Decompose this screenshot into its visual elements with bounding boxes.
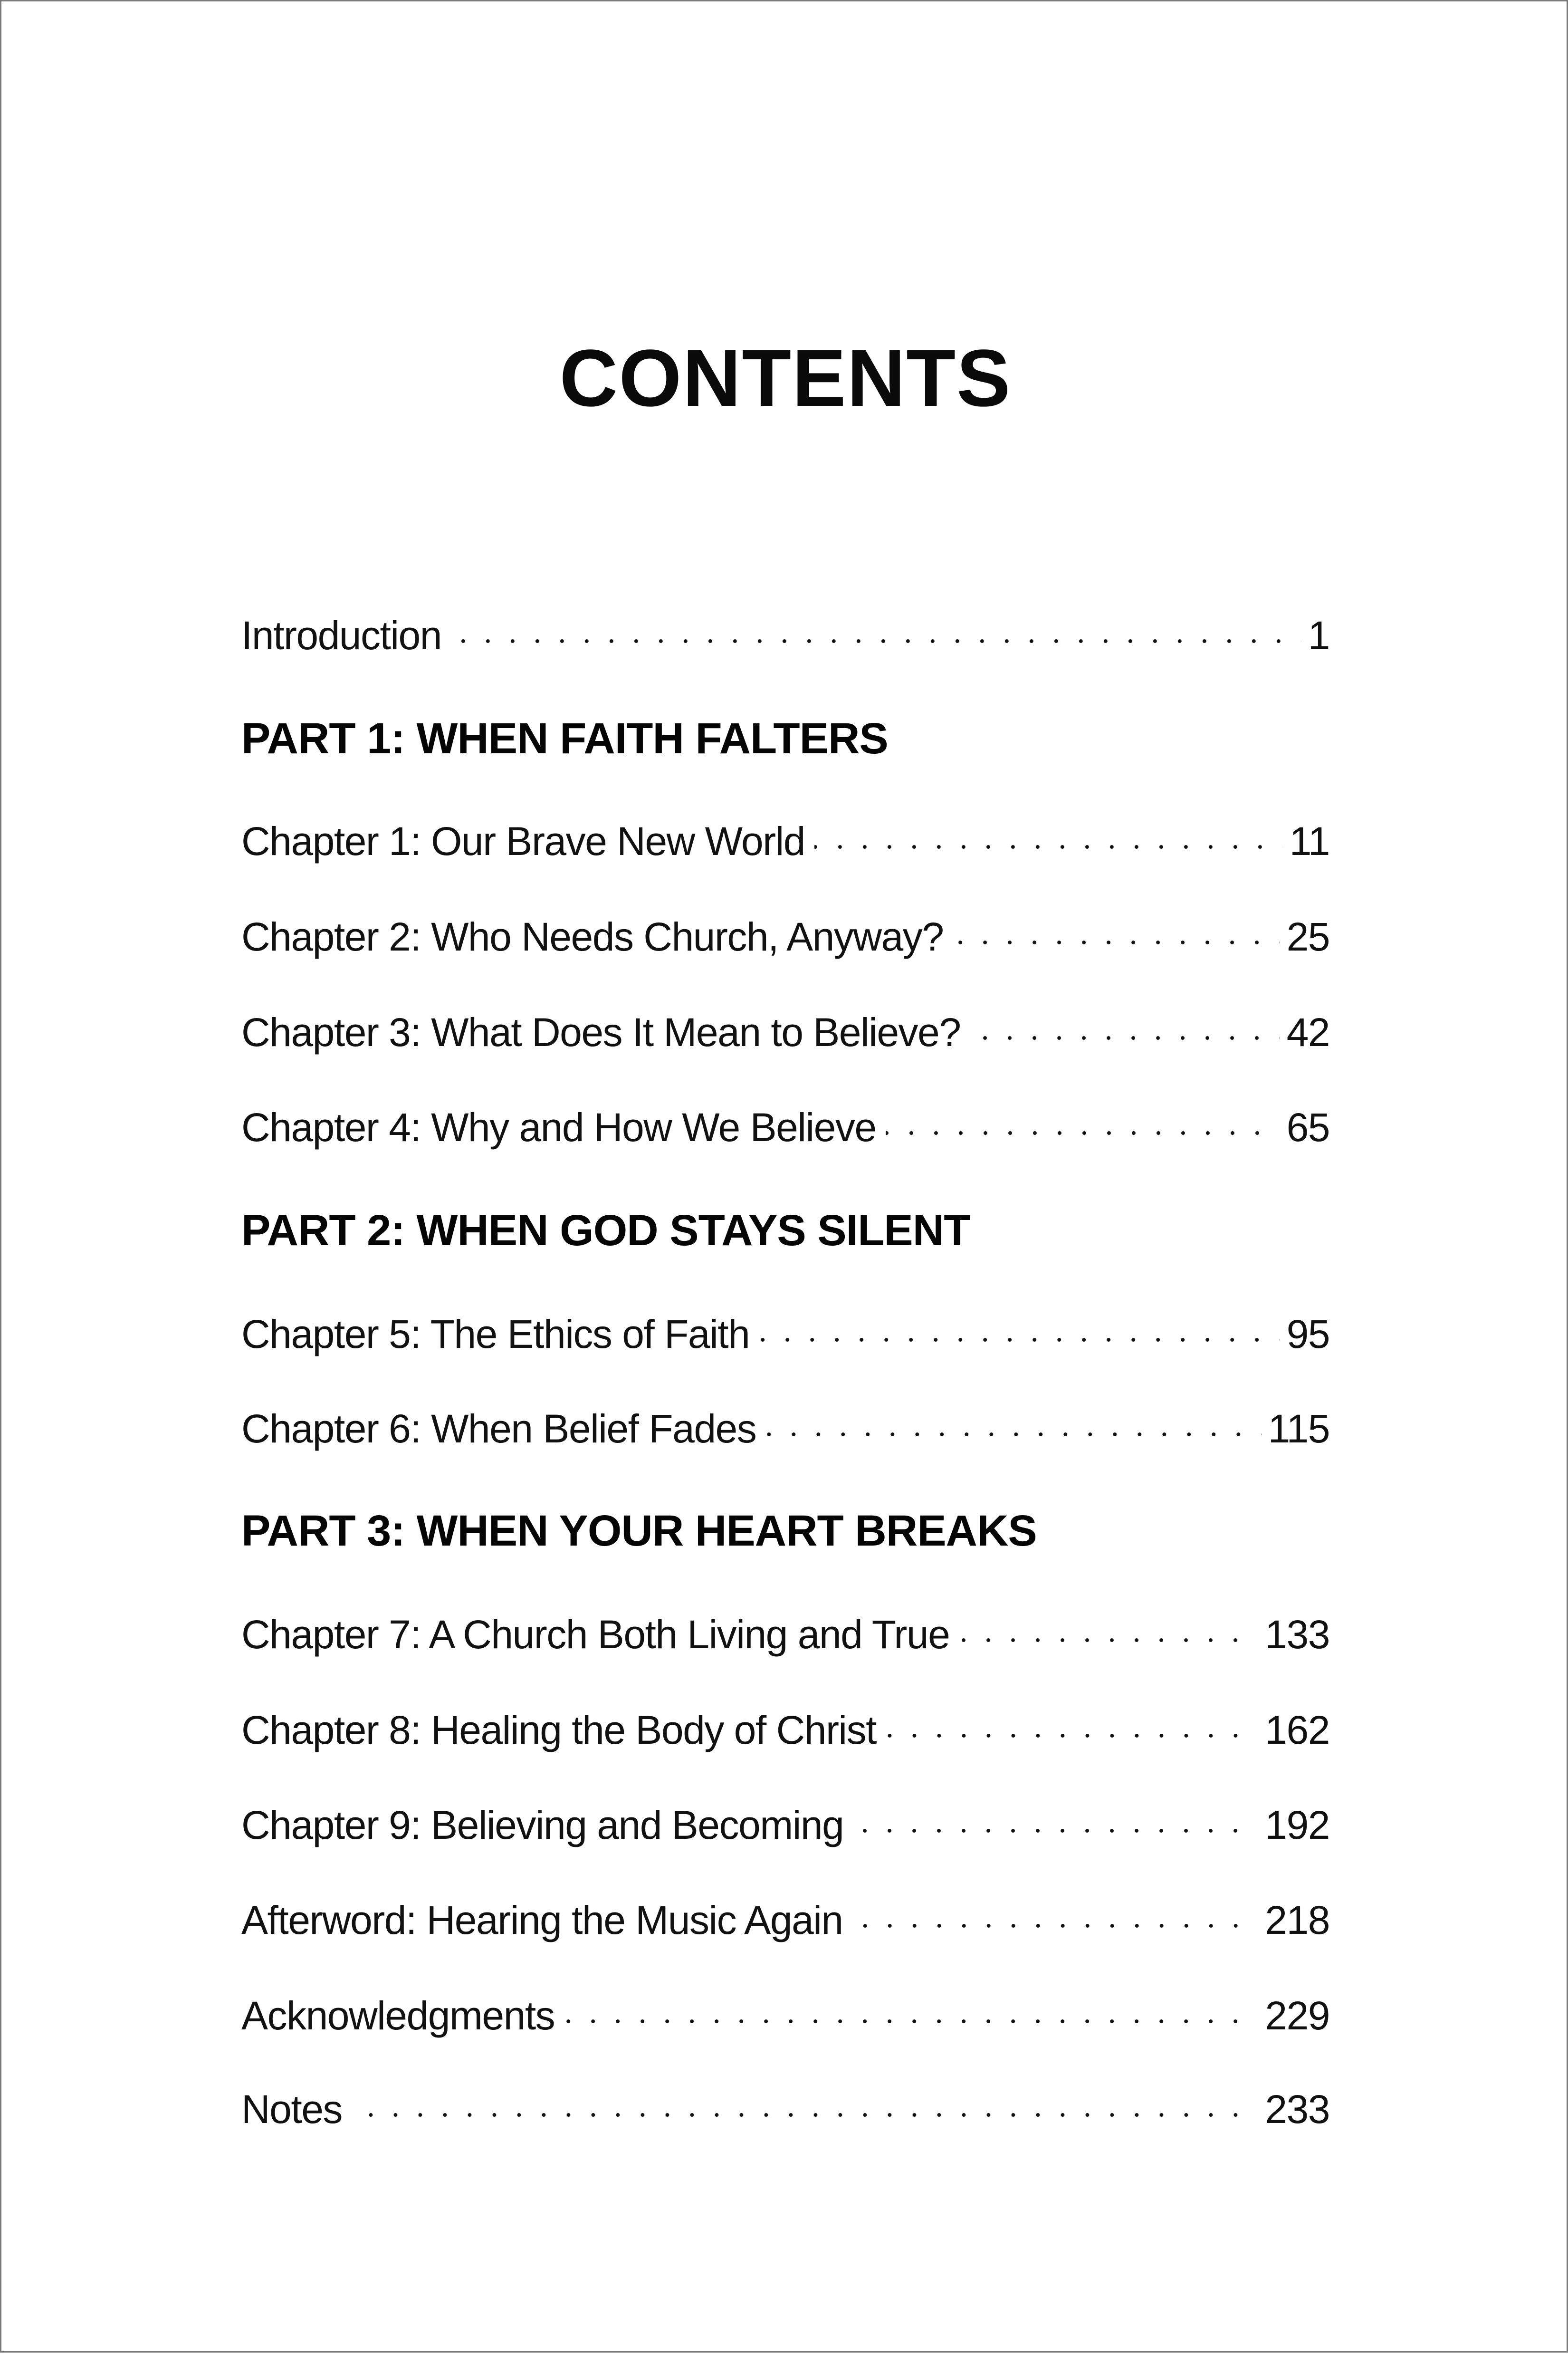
part-heading-label: PART 1: WHEN FAITH FALTERS xyxy=(241,714,888,763)
dot-leader xyxy=(352,2083,1258,2123)
toc-entry-acknowledgments[interactable] xyxy=(241,1989,1329,2036)
part-heading-label: PART 2: WHEN GOD STAYS SILENT xyxy=(241,1206,970,1255)
toc-entry-label: Chapter 9: Believing and Becoming xyxy=(241,1803,844,1847)
dot-leader xyxy=(886,1101,1280,1141)
toc-entry-chapter-8[interactable] xyxy=(241,1704,1329,1750)
toc-page-number: 133 xyxy=(1265,1612,1329,1657)
dot-leader xyxy=(451,609,1301,649)
toc-page-number: 1 xyxy=(1308,613,1329,658)
toc-entry-label: Chapter 8: Healing the Body of Christ xyxy=(241,1708,876,1752)
toc-entry-chapter-5[interactable] xyxy=(241,1308,1329,1354)
toc-page-number: 65 xyxy=(1286,1105,1329,1150)
toc-entry-afterword[interactable] xyxy=(241,1894,1329,1940)
toc-page-number: 218 xyxy=(1265,1898,1329,1942)
page-title: CONTENTS xyxy=(559,333,1012,423)
toc-entry-chapter-7[interactable] xyxy=(241,1608,1329,1657)
toc-page-number: 192 xyxy=(1265,1803,1329,1847)
dot-leader xyxy=(959,1608,1258,1648)
dot-leader xyxy=(814,815,1283,855)
dot-leader xyxy=(564,1989,1258,2029)
dot-leader xyxy=(765,1403,1261,1442)
dot-leader xyxy=(953,911,1280,951)
toc-entry-label: Chapter 1: Our Brave New World xyxy=(241,819,805,864)
toc-page-number: 95 xyxy=(1286,1312,1329,1356)
toc-page-number: 25 xyxy=(1286,914,1329,959)
toc-entry-chapter-6[interactable] xyxy=(241,1403,1329,1449)
toc-entry-label: Chapter 5: The Ethics of Faith xyxy=(241,1312,750,1356)
toc-entry-label: Chapter 2: Who Needs Church, Anyway? xyxy=(241,914,944,959)
toc-page-number: 229 xyxy=(1265,1993,1329,2038)
dot-leader xyxy=(853,1799,1258,1839)
toc-part-heading-2 xyxy=(241,1206,1329,1255)
table-of-contents xyxy=(241,1,1329,2354)
toc-entry-label: Chapter 7: A Church Both Living and True xyxy=(241,1612,950,1657)
toc-part-heading-1 xyxy=(241,714,1329,763)
toc-entry-label: Chapter 4: Why and How We Believe xyxy=(241,1105,876,1150)
toc-entry-label: Introduction xyxy=(241,613,441,658)
toc-page-number: 233 xyxy=(1265,2087,1329,2132)
part-heading-label: PART 3: WHEN YOUR HEART BREAKS xyxy=(241,1507,1037,1555)
toc-entry-chapter-9[interactable] xyxy=(241,1799,1329,1845)
toc-entry-label: Afterword: Hearing the Music Again xyxy=(241,1898,843,1942)
toc-entry-label: Chapter 3: What Does It Mean to Believe? xyxy=(241,1010,961,1055)
toc-entry-introduction[interactable] xyxy=(241,609,1329,658)
toc-entry-label: Chapter 6: When Belief Fades xyxy=(241,1406,756,1451)
toc-entry-label: Notes xyxy=(241,2087,342,2132)
toc-entry-chapter-2[interactable] xyxy=(241,911,1329,957)
toc-entry-chapter-3[interactable] xyxy=(241,1006,1329,1055)
toc-part-heading-3 xyxy=(241,1509,1329,1553)
toc-entry-notes[interactable] xyxy=(241,2083,1329,2132)
toc-page-number: 115 xyxy=(1268,1406,1329,1451)
dot-leader xyxy=(970,1006,1280,1046)
toc-page-number: 11 xyxy=(1289,819,1329,864)
toc-entry-label: Acknowledgments xyxy=(241,1993,555,2038)
dot-leader xyxy=(886,1704,1258,1744)
toc-entry-chapter-1[interactable] xyxy=(241,815,1329,864)
toc-entry-chapter-4[interactable] xyxy=(241,1101,1329,1150)
toc-page-number: 162 xyxy=(1265,1708,1329,1752)
toc-page-number: 42 xyxy=(1286,1010,1329,1055)
dot-leader xyxy=(852,1894,1259,1934)
dot-leader xyxy=(759,1308,1280,1348)
